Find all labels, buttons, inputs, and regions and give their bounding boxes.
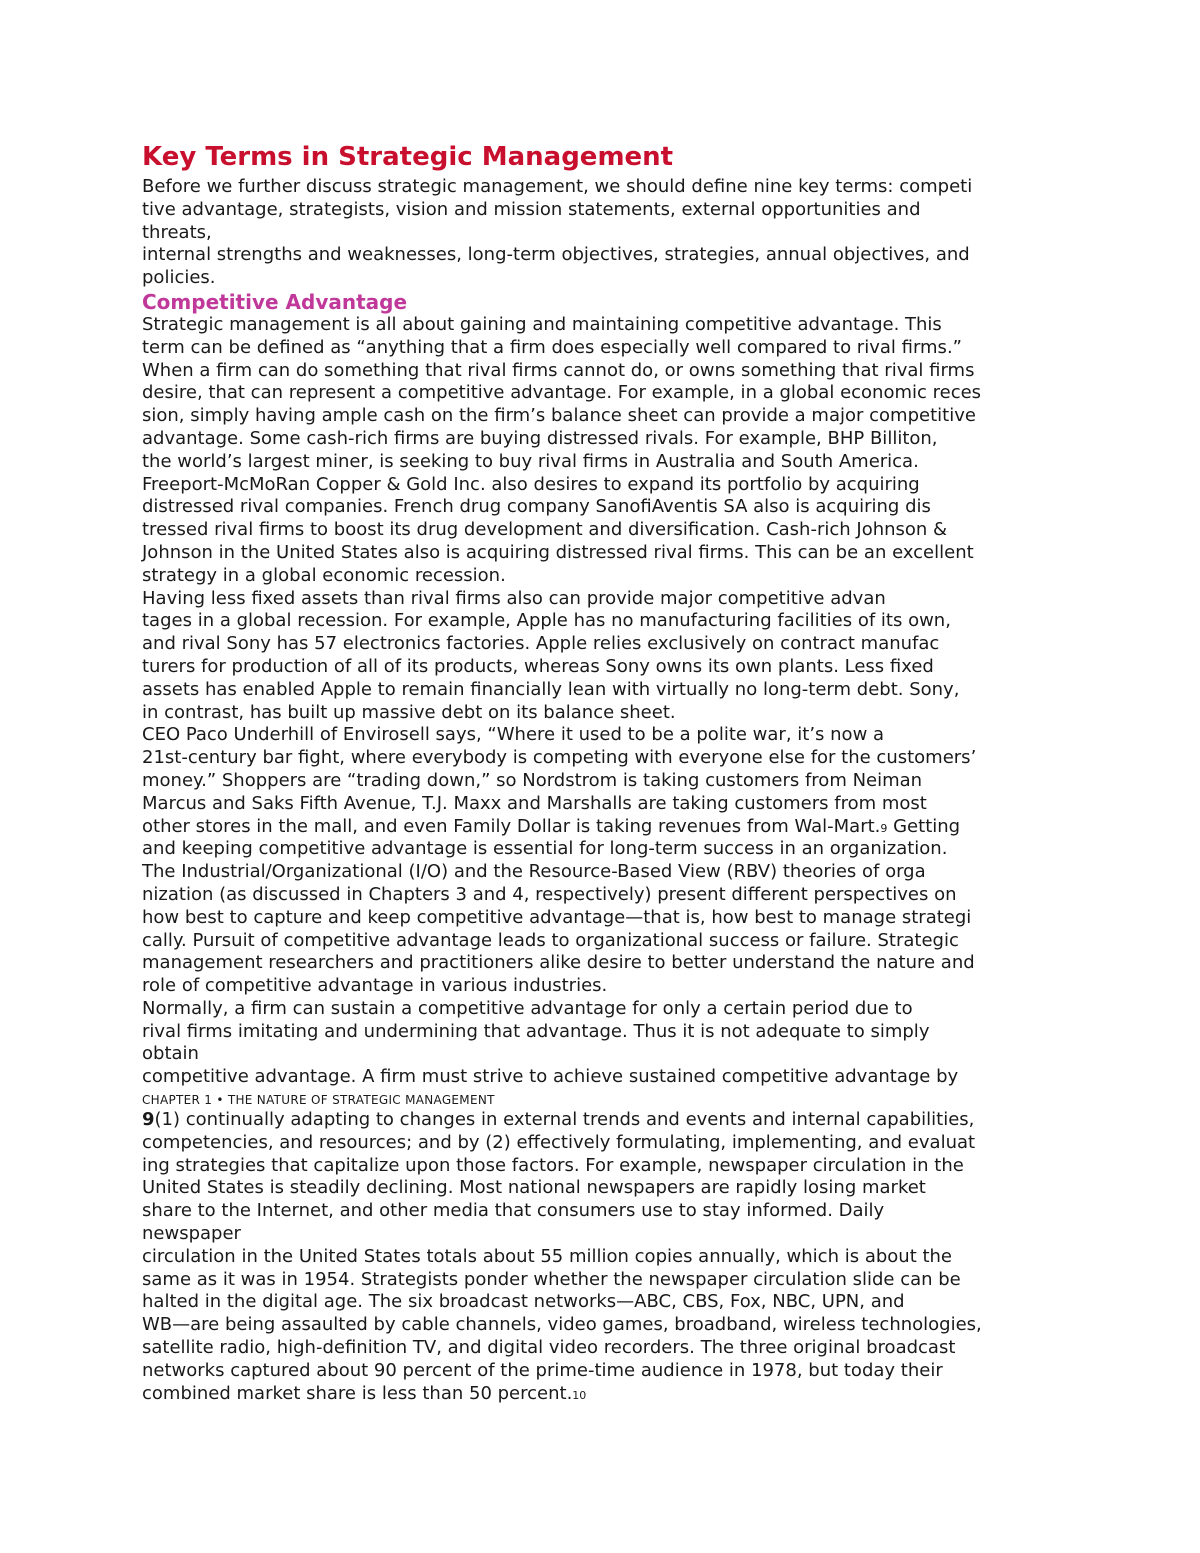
text-line: distressed rival companies. French drug company SanofiAventis SA also is acquiring dis: [142, 496, 931, 518]
text-fragment: (1) continually adapting to changes in external trends and events and internal capabilities,: [154, 1109, 975, 1131]
page-number: 9: [142, 1109, 155, 1131]
text-line: Johnson in the United States also is acquiring distressed rival firms. This can be an excellent: [142, 541, 974, 563]
text-line: advantage. Some cash-rich firms are buying distressed rivals. For example, BHP Billiton,: [142, 427, 938, 449]
text-line: CEO Paco Underhill of Envirosell says, “Where it used to be a polite war, it’s now a: [142, 724, 885, 746]
text-line: Strategic management is all about gaining and maintaining competitive advantage. This: [142, 313, 942, 335]
text-fragment: other stores in the mall, and even Family Dollar is taking revenues from Wal-Mart.: [142, 815, 881, 837]
text-line: and rival Sony has 57 electronics factories. Apple relies exclusively on contract manufac: [142, 633, 940, 655]
text-line: term can be defined as “anything that a firm does especially well compared to rival firms.”: [142, 336, 962, 358]
text-line: management researchers and practitioners alike desire to better understand the nature and: [142, 952, 975, 974]
text-line: tages in a global recession. For example, Apple has no manufacturing facilities of its own,: [142, 610, 951, 632]
text-line: 21st-century bar fight, where everybody is competing with everyone else for the customers’: [142, 747, 977, 769]
text-line: United States is steadily declining. Most national newspapers are rapidly losing market: [142, 1177, 926, 1199]
text-line: policies.: [142, 267, 216, 289]
text-line: sion, simply having ample cash on the firm’s balance sheet can provide a major competitive: [142, 405, 976, 427]
section-heading: Competitive Advantage: [142, 289, 408, 314]
footnote-ref: 10: [572, 1388, 587, 1402]
text-line: When a firm can do something that rival firms cannot do, or owns something that rival firms: [142, 359, 975, 381]
body-text: [142, 314, 1072, 1405]
text-line: [142, 816, 1072, 839]
text-line: rival firms imitating and undermining that advantage. Thus it is not adequate to simply: [142, 1020, 930, 1042]
text-line: halted in the digital age. The six broadcast networks—ABC, CBS, Fox, NBC, UPN, and: [142, 1291, 905, 1313]
text-line: networks captured about 90 percent of the prime-time audience in 1978, but today their: [142, 1359, 943, 1381]
text-line: the world’s largest miner, is seeking to buy rival firms in Australia and South America.: [142, 450, 919, 472]
text-line: Freeport-McMoRan Copper & Gold Inc. also desires to expand its portfolio by acquiring: [142, 473, 920, 495]
text-line: [142, 1383, 1072, 1406]
text-line: nization (as discussed in Chapters 3 and 4, respectively) present different perspectives on: [142, 883, 957, 905]
text-line: how best to capture and keep competitive advantage—that is, how best to manage strategi: [142, 906, 972, 928]
text-line: newspaper: [142, 1223, 241, 1245]
text-line: competencies, and resources; and by (2) effectively formulating, implementing, and evaluat: [142, 1131, 976, 1153]
running-footer: CHAPTER 1 • THE NATURE OF STRATEGIC MANAGEMENT: [142, 1093, 495, 1108]
text-line: Marcus and Saks Fifth Avenue, T.J. Maxx and Marshalls are taking customers from most: [142, 792, 927, 814]
text-line: The Industrial/Organizational (I/O) and the Resource-Based View (RBV) theories of orga: [142, 861, 926, 883]
text-line: satellite radio, high-definition TV, and digital video recorders. The three original broadcast: [142, 1337, 956, 1359]
text-line: ing strategies that capitalize upon those factors. For example, newspaper circulation in the: [142, 1154, 964, 1176]
text-line: internal strengths and weaknesses, long-term objectives, strategies, annual objectives, and: [142, 244, 970, 266]
text-line: threats,: [142, 221, 212, 243]
intro-paragraph: [142, 176, 1072, 290]
text-line: tive advantage, strategists, vision and mission statements, external opportunities and: [142, 198, 921, 220]
text-line: Normally, a firm can sustain a competitive advantage for only a certain period due to: [142, 997, 913, 1019]
text-line: tressed rival firms to boost its drug development and diversification. Cash-rich Johnson &: [142, 519, 948, 541]
text-line: circulation in the United States totals about 55 million copies annually, which is about the: [142, 1245, 953, 1267]
text-line: desire, that can represent a competitive advantage. For example, in a global economic reces: [142, 382, 982, 404]
text-line: in contrast, has built up massive debt on its balance sheet.: [142, 701, 676, 723]
text-line: turers for production of all of its products, whereas Sony owns its own plants. Less fixed: [142, 655, 934, 677]
text-line: Having less fixed assets than rival firms also can provide major competitive advan: [142, 587, 886, 609]
text-fragment: combined market share is less than 50 percent.: [142, 1382, 573, 1404]
document-page: [142, 140, 1072, 1405]
text-fragment: Getting: [887, 815, 961, 837]
text-line: competitive advantage. A firm must strive to achieve sustained competitive advantage by: [142, 1066, 959, 1088]
text-line: WB—are being assaulted by cable channels, video games, broadband, wireless technologies,: [142, 1314, 982, 1336]
text-line: share to the Internet, and other media that consumers use to stay informed. Daily: [142, 1200, 885, 1222]
text-line: Before we further discuss strategic management, we should define nine key terms: competi: [142, 176, 973, 197]
text-line: obtain: [142, 1043, 199, 1065]
text-line: strategy in a global economic recession.: [142, 564, 506, 586]
text-line: [142, 1109, 1072, 1132]
footnote-ref: 9: [880, 821, 888, 835]
text-line: same as it was in 1954. Strategists ponder whether the newspaper circulation slide can be: [142, 1268, 961, 1290]
text-line: cally. Pursuit of competitive advantage leads to organizational success or failure. Strategic: [142, 929, 959, 951]
text-line: money.” Shoppers are “trading down,” so Nordstrom is taking customers from Neiman: [142, 769, 923, 791]
text-line: role of competitive advantage in various industries.: [142, 975, 608, 997]
text-line: assets has enabled Apple to remain financially lean with virtually no long-term debt. Sony,: [142, 678, 960, 700]
page-title: Key Terms in Strategic Management: [142, 142, 674, 172]
text-line: and keeping competitive advantage is essential for long-term success in an organization.: [142, 838, 948, 860]
